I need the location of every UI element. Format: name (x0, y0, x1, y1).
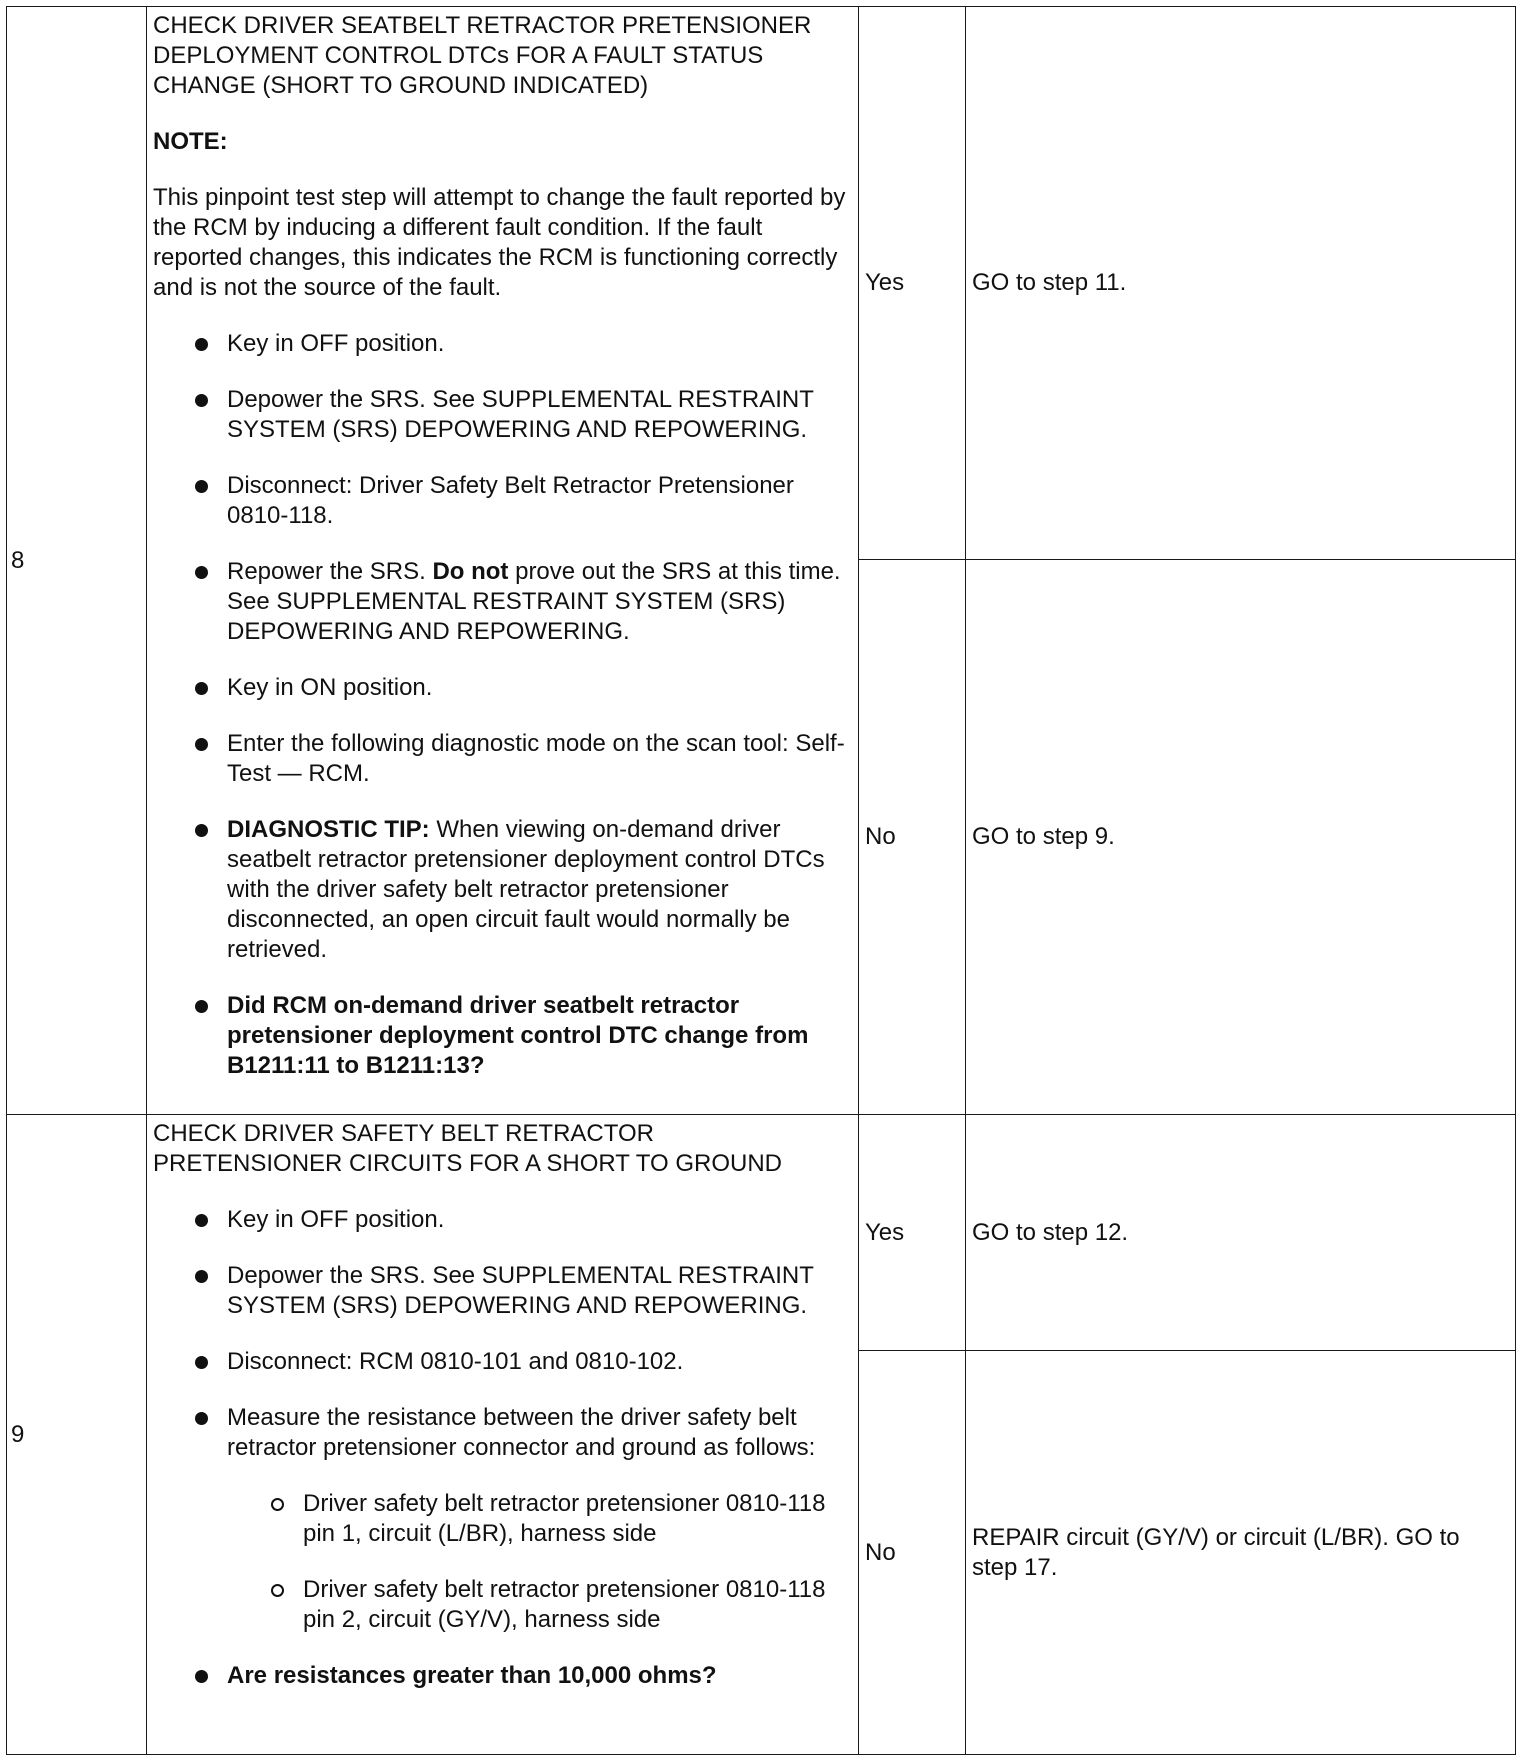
step-8-yes-action: GO to step 11. (966, 7, 1516, 560)
step-9-number: 9 (7, 1115, 147, 1755)
step-9-sub-list (227, 1489, 850, 1635)
step-8-number: 8 (7, 7, 147, 1115)
step-8-bullet-2: Depower the SRS. See SUPPLEMENTAL RESTRAINT SYSTEM (SRS) DEPOWERING AND REPOWERING. (153, 385, 850, 445)
step-8-yes-row (7, 7, 1516, 560)
step-9-no-action: REPAIR circuit (GY/V) or circuit (L/BR). GO to step 17. (966, 1351, 1516, 1755)
step-8-no-label: No (859, 560, 966, 1115)
step-9-yes-action: GO to step 12. (966, 1115, 1516, 1351)
step-9-yes-row (7, 1115, 1516, 1351)
step-9-yes-label: Yes (859, 1115, 966, 1351)
step-8-bullet-4-pre: Repower the SRS. (227, 558, 433, 585)
step-8-bullet-5: Key in ON position. (153, 673, 850, 703)
step-8-question: Did RCM on-demand driver seatbelt retractor pretensioner deployment control DTC change from B1211:11 to B1211:13? (153, 991, 850, 1081)
step-9-bullet-list (153, 1205, 850, 1691)
step-9-sub-2: Driver safety belt retractor pretensioner 0810-118 pin 2, circuit (GY/V), harness side (227, 1575, 850, 1635)
step-8-yes-label: Yes (859, 7, 966, 560)
step-8-bullet-6: Enter the following diagnostic mode on the scan tool: Self-Test — RCM. (153, 729, 850, 789)
step-9-title: CHECK DRIVER SAFETY BELT RETRACTOR PRETENSIONER CIRCUITS FOR A SHORT TO GROUND (153, 1120, 782, 1177)
step-8-bullet-7 (153, 815, 850, 965)
step-8-diagnostic-tip-label: DIAGNOSTIC TIP: (227, 816, 430, 843)
step-8-bullet-4-bold: Do not (432, 558, 509, 585)
step-9-action (147, 1115, 859, 1755)
pinpoint-test-table (6, 6, 1516, 1755)
step-9-bullet-2: Depower the SRS. See SUPPLEMENTAL RESTRAINT SYSTEM (SRS) DEPOWERING AND REPOWERING. (153, 1261, 850, 1321)
step-8-bullet-1: Key in OFF position. (153, 329, 850, 359)
step-8-title: CHECK DRIVER SEATBELT RETRACTOR PRETENSIONER DEPLOYMENT CONTROL DTCs FOR A FAULT STATUS CHANGE (SHORT TO GROUND INDICATED) (153, 12, 812, 99)
step-9-no-label: No (859, 1351, 966, 1755)
step-9-bullet-1: Key in OFF position. (153, 1205, 850, 1235)
step-9-question: Are resistances greater than 10,000 ohms? (153, 1661, 850, 1691)
step-9-bullet-4 (153, 1403, 850, 1635)
step-8-diagnostic-tip-text: When viewing on-demand driver seatbelt retractor pretensioner deployment control DTCs with the driver safety belt retractor pretensioner disconnected, an open circuit fault would normally be retrieved. (227, 816, 825, 963)
step-8-note-label: NOTE: (153, 128, 228, 155)
step-8-no-action: GO to step 9. (966, 560, 1516, 1115)
step-8-note-text: This pinpoint test step will attempt to change the fault reported by the RCM by inducing a different fault condition. If the fault reported changes, this indicates the RCM is functioning correctly and is not the source of the fault. (153, 184, 846, 301)
step-8-bullet-list (153, 329, 850, 1081)
step-8-bullet-4-post: prove out the SRS at this time. See SUPPLEMENTAL RESTRAINT SYSTEM (SRS) DEPOWERING AND REPOWERING. (227, 558, 841, 645)
step-9-bullet-4-text: Measure the resistance between the driver safety belt retractor pretensioner connector and ground as follows: (227, 1404, 816, 1461)
step-9-bullet-3: Disconnect: RCM 0810-101 and 0810-102. (153, 1347, 850, 1377)
step-8-bullet-3: Disconnect: Driver Safety Belt Retractor Pretensioner 0810-118. (153, 471, 850, 531)
step-8-bullet-4 (153, 557, 850, 647)
step-8-action (147, 7, 859, 1115)
step-9-sub-1: Driver safety belt retractor pretensioner 0810-118 pin 1, circuit (L/BR), harness side (227, 1489, 850, 1549)
